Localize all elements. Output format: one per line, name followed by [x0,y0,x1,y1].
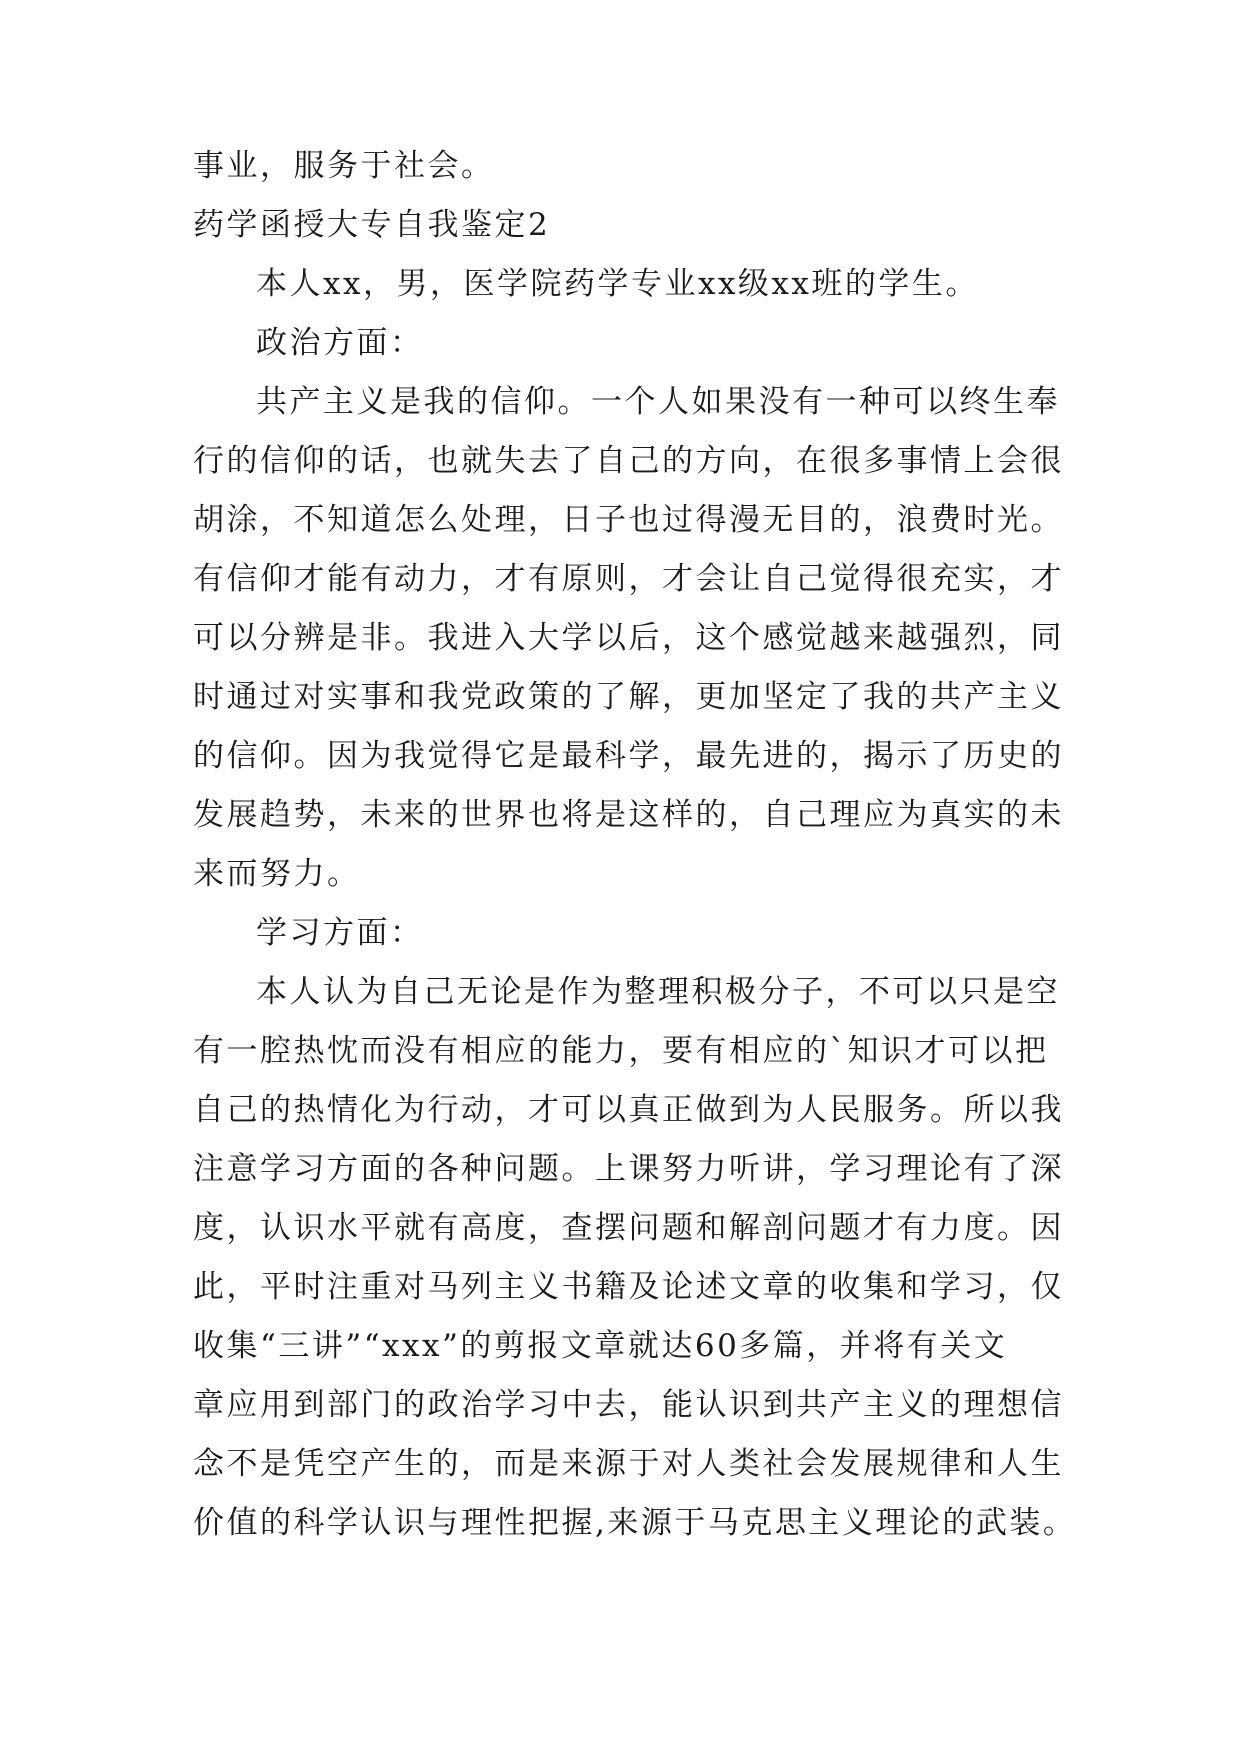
study-line-6: 此，平时注重对马列主义书籍及论述文章的收集和学习，仅 [193,1269,1064,1305]
politics-line-9: 来而努力。 [193,856,361,892]
study-line-1: 本人认为自己无论是作为整理积极分子，不可以只是空 [256,974,1060,1010]
study-line-10: 价值的科学认识与理性把握,来源于马克思主义理论的武装。 [193,1505,1077,1541]
politics-line-7: 的信仰。因为我觉得它是最科学，最先进的，揭示了历史的 [193,738,1064,774]
study-line-2: 有一腔热忱而没有相应的能力，要有相应的`知识才可以把 [193,1033,1049,1069]
study-line-4: 注意学习方面的各种问题。上课努力听讲，学习理论有了深 [193,1151,1064,1187]
politics-line-2: 行的信仰的话，也就失去了自己的方向，在很多事情上会很 [193,443,1064,479]
intro-paragraph: 本人xx，男，医学院药学专业xx级xx班的学生。 [256,266,979,302]
study-line-7: 收集“三讲”“xxx”的剪报文章就达60多篇，并将有关文 [193,1328,1008,1364]
politics-line-6: 时通过对实事和我党政策的了解，更加坚定了我的共产主义 [193,679,1064,715]
section-heading-politics: 政治方面： [256,325,424,361]
politics-line-1: 共产主义是我的信仰。一个人如果没有一种可以终生奉 [256,384,1060,420]
study-line-5: 度，认识水平就有高度，查摆问题和解剖问题才有力度。因 [193,1210,1064,1246]
study-line-9: 念不是凭空产生的，而是来源于对人类社会发展规律和人生 [193,1446,1064,1482]
politics-line-4: 有信仰才能有动力，才有原则，才会让自己觉得很充实，才 [193,561,1064,597]
politics-line-8: 发展趋势，未来的世界也将是这样的，自己理应为真实的未 [193,797,1064,833]
body-line-1: 事业，服务于社会。 [193,148,495,184]
study-line-8: 章应用到部门的政治学习中去，能认识到共产主义的理想信 [193,1387,1064,1423]
politics-line-5: 可以分辨是非。我进入大学以后，这个感觉越来越强烈，同 [193,620,1064,656]
study-line-3: 自己的热情化为行动，才可以真正做到为人民服务。所以我 [193,1092,1064,1128]
politics-line-3: 胡涂，不知道怎么处理，日子也过得漫无目的，浪费时光。 [193,502,1064,538]
section-title: 药学函授大专自我鉴定2 [193,207,551,243]
section-heading-study: 学习方面： [256,915,424,951]
